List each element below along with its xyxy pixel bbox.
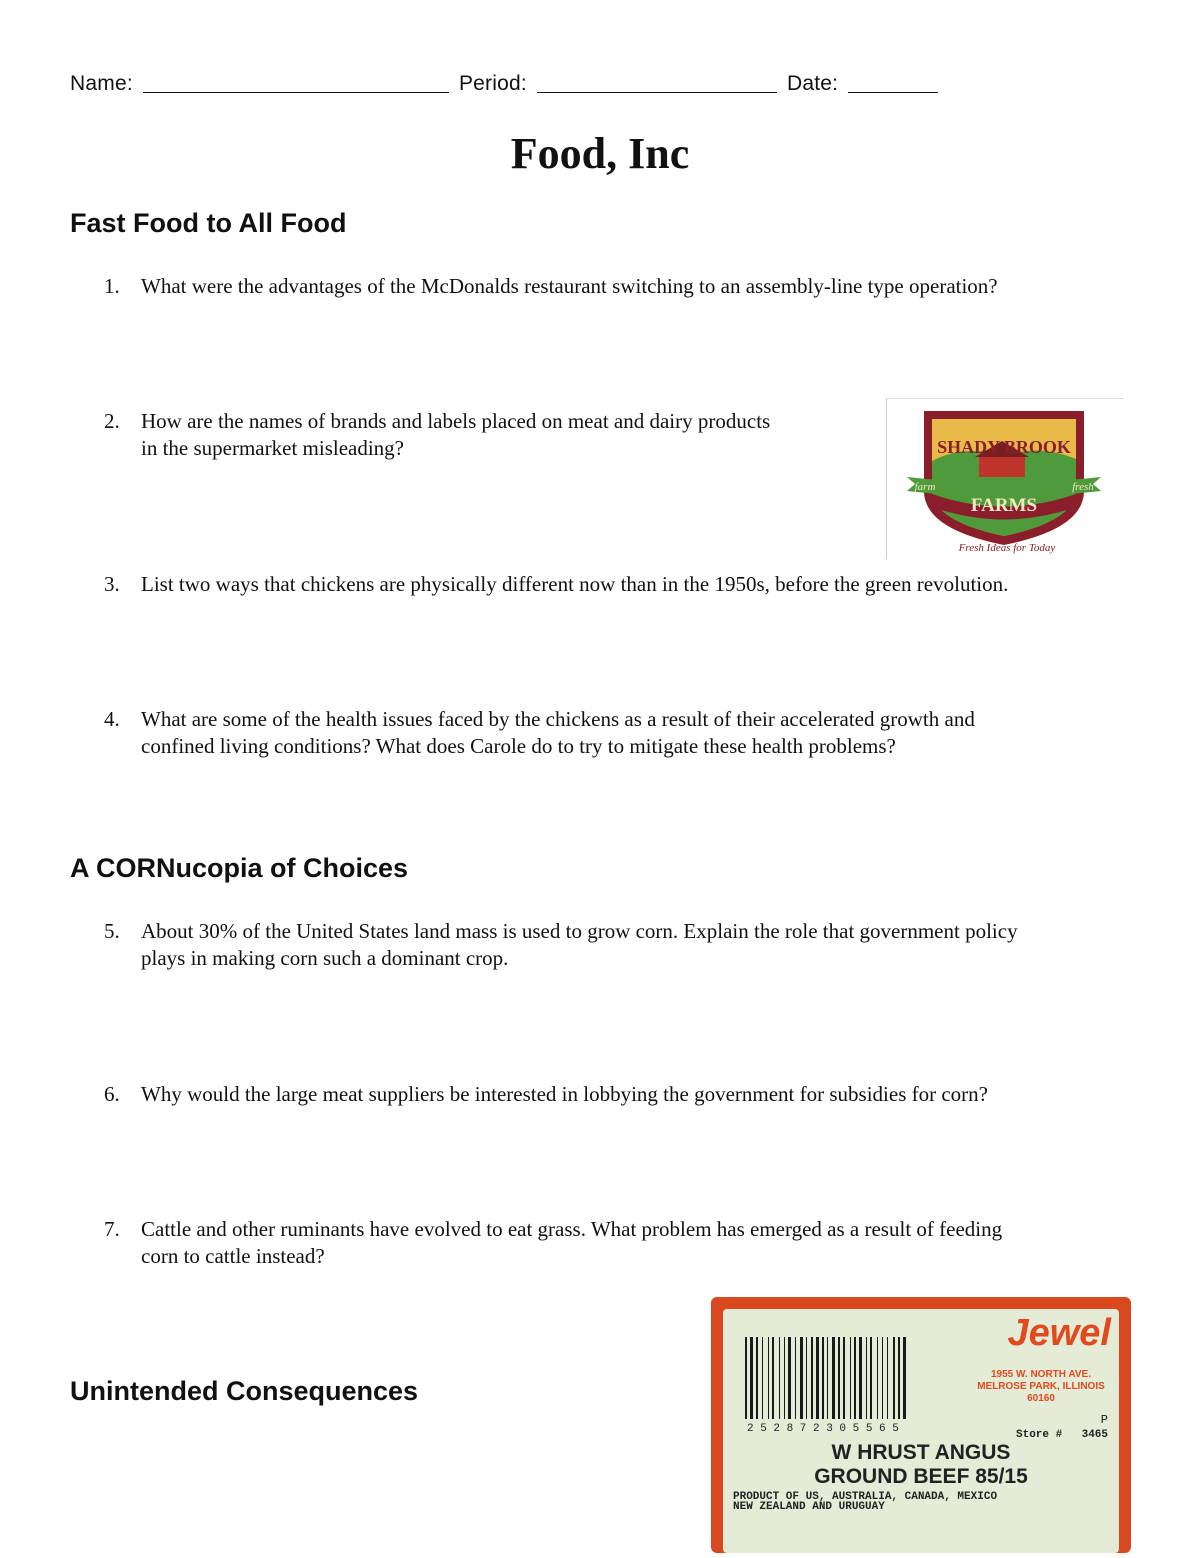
- student-info-line: [70, 72, 942, 96]
- logo-ribbon-left: farm: [914, 481, 936, 493]
- question-text: List two ways that chickens are physically different now than in the 1950s, before the green revolution.: [141, 572, 1009, 596]
- barcode-bar: [822, 1337, 824, 1419]
- question-number: 2.: [104, 409, 120, 433]
- barcode-bar: [779, 1337, 780, 1419]
- barcode-bar: [877, 1337, 878, 1419]
- label-origin-line2: NEW ZEALAND AND URUGUAY: [733, 1501, 885, 1513]
- barcode-bar: [882, 1337, 883, 1419]
- barcode-bar: [827, 1337, 828, 1419]
- label-p-mark: P: [1100, 1413, 1108, 1427]
- label-store-number: 3465: [1081, 1429, 1108, 1441]
- question-number: 4.: [104, 707, 120, 731]
- question-text-line2: confined living conditions? What does Carole do to try to mitigate these health problems?: [141, 734, 896, 758]
- logo-tagline: Fresh Ideas for Today: [958, 542, 1056, 554]
- barcode-bar: [898, 1337, 900, 1419]
- barcode-bar: [903, 1337, 906, 1419]
- date-label: Date:: [787, 72, 839, 95]
- barcode-bar: [887, 1337, 888, 1419]
- question-text-line1: Cattle and other ruminants have evolved to eat grass. What problem has emerged as a result of feeding: [141, 1217, 1003, 1241]
- logo-farms-text: FARMS: [970, 495, 1038, 516]
- question-text: Why would the large meat suppliers be interested in lobbying the government for subsidies for corn?: [141, 1082, 988, 1106]
- barcode-bar: [756, 1337, 758, 1419]
- barcode-bar: [854, 1337, 856, 1419]
- barcode-bar: [843, 1337, 845, 1419]
- label-origin-line1: PRODUCT OF US, AUSTRALIA, CANADA, MEXICO: [733, 1491, 998, 1503]
- barcode-bar: [859, 1337, 862, 1419]
- barcode-bar: [762, 1337, 763, 1419]
- label-address-2: MELROSE PARK, ILLINOIS: [977, 1381, 1105, 1392]
- logo-ribbon-right: fresh: [1072, 481, 1094, 493]
- label-address-1: 1955 W. NORTH AVE.: [990, 1369, 1092, 1380]
- section-heading-fast-food: Fast Food to All Food: [70, 208, 347, 238]
- barcode-bar: [832, 1337, 835, 1419]
- barcode-bar: [816, 1337, 819, 1419]
- question-text-line1: How are the names of brands and labels placed on meat and dairy products: [141, 409, 771, 433]
- barcode-bar: [768, 1337, 769, 1419]
- question-text-line1: What are some of the health issues faced by the chickens as a result of their accelerated growth and: [141, 707, 975, 731]
- question-number: 7.: [104, 1217, 120, 1241]
- barcode-bar: [795, 1337, 796, 1419]
- meat-package-label: [711, 1297, 1131, 1553]
- barcode-bar: [784, 1337, 785, 1419]
- barcode-bar: [838, 1337, 840, 1419]
- label-product-line2: GROUND BEEF 85/15: [814, 1465, 1028, 1488]
- question-text-line2: plays in making corn such a dominant crop.: [141, 946, 509, 970]
- date-blank[interactable]: [848, 72, 938, 93]
- question-text: What were the advantages of the McDonalds restaurant switching to an assembly-line type operation?: [141, 274, 998, 298]
- barcode-bar: [850, 1337, 851, 1419]
- question-text-line2: corn to cattle instead?: [141, 1244, 325, 1268]
- question-text-line1: About 30% of the United States land mass is used to grow corn. Explain the role that government policy: [141, 919, 1018, 943]
- period-blank[interactable]: [537, 72, 777, 93]
- label-product-line1: W HRUST ANGUS: [831, 1441, 1011, 1464]
- question-number: 6.: [104, 1082, 120, 1106]
- label-store-label: Store #: [1016, 1429, 1063, 1441]
- barcode-bar: [772, 1337, 774, 1419]
- name-blank[interactable]: [143, 72, 449, 93]
- question-number: 5.: [104, 919, 120, 943]
- period-label: Period:: [458, 72, 527, 95]
- barcode-bar: [745, 1337, 747, 1419]
- section-heading-unintended: Unintended Consequences: [70, 1376, 419, 1406]
- name-label: Name:: [70, 72, 133, 95]
- barcode-bar: [788, 1337, 791, 1419]
- label-brand: Jewel: [1007, 1312, 1111, 1354]
- barcode-bar: [811, 1337, 813, 1419]
- question-number: 1.: [104, 274, 120, 298]
- page-title: Food, Inc: [510, 129, 690, 178]
- barcode-bar: [893, 1337, 895, 1419]
- section-heading-cornucopia: A CORNucopia of Choices: [70, 853, 409, 883]
- barcode-bar: [866, 1337, 867, 1419]
- logo-brand-text: SHADY BROOK: [937, 437, 1071, 457]
- barcode-bar: [800, 1337, 803, 1419]
- barcode-bar: [806, 1337, 807, 1419]
- barcode-digits: 2 5 2 8 7 2 3 0 5 5 6 5: [747, 1423, 899, 1435]
- barcode-bar: [870, 1337, 872, 1419]
- label-address-3: 60160: [1027, 1393, 1055, 1404]
- question-number: 3.: [104, 572, 120, 596]
- barcode-bar: [750, 1337, 753, 1419]
- shady-brook-farms-logo: [886, 398, 1124, 559]
- brand-logo-graphic: [887, 399, 1124, 559]
- question-text-line2: in the supermarket misleading?: [141, 436, 405, 460]
- label-graphic: [711, 1297, 1131, 1553]
